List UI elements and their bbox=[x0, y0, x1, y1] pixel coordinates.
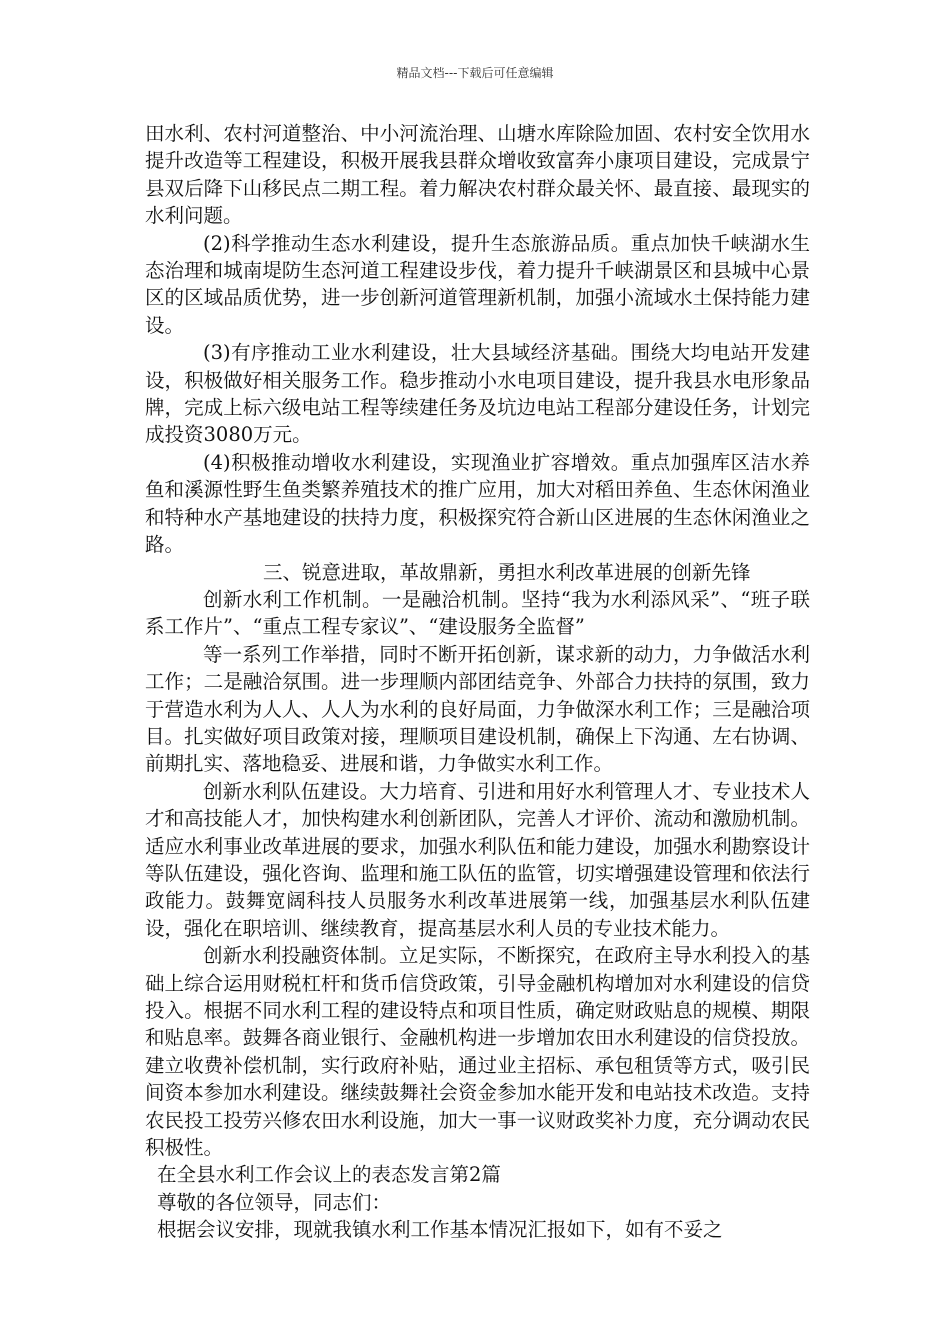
salutation: 尊敬的各位领导，同志们： bbox=[157, 1190, 392, 1214]
article-title: 在全县水利工作会议上的表态发言第2篇 bbox=[157, 1163, 501, 1187]
paragraph-6: 等一系列工作举措，同时不断开拓创新，谋求新的动力，力争做活水利工作；二是融洽氛围。进一步理顺内部团结竞争、外部合力扶持的氛围，致力于营造水利为人人、人人为水利的良好局面，力争做深水利工作；三是融洽项目。扎实做好项目政策对接，理顺项目建设机制，确保上下沟通、左右协调、前期扎实、落地稳妥、进展和谐，力争做实水利工作。 bbox=[145, 642, 810, 776]
paragraph-4: (4)积极推动增收水利建设，实现渔业扩容增效。重点加强库区洁水养鱼和溪源性野生鱼类繁养殖技术的推广应用，加大对稻田养鱼、生态休闲渔业和特种水产基地建设的扶持力度，积极探究符合新山区进展的生态休闲渔业之路。 bbox=[145, 450, 810, 557]
paragraph-2: (2)科学推动生态水利建设，提升生态旅游品质。重点加快千峡湖水生态治理和城南堤防生态河道工程建设步伐，着力提升千峡湖景区和县城中心景区的区域品质优势，进一步创新河道管理新机制，加强小流域水土保持能力建设。 bbox=[145, 231, 810, 337]
paragraph-8: 创新水利投融资体制。立足实际，不断探究，在政府主导水利投入的基础上综合运用财税杠杆和货币信贷政策，引导金融机构增加对水利建设的信贷投入。根据不同水利工程的建设特点和项目性质，确定财政贴息的规模、期限和贴息率。鼓舞各商业银行、金融机构进一步增加农田水利建设的信贷投放。建立收费补偿机制，实行政府补贴，通过业主招标、承包租赁等方式，吸引民间资本参加水利建设。继续鼓舞社会资金参加水能开发和电站技术改造。支持农民投工投劳兴修农田水利设施，加大一事一议财政奖补力度，充分调动农民积极性。 bbox=[145, 944, 810, 1160]
section-heading: 三、锐意进取，革故鼎新，勇担水利改革进展的创新先锋 bbox=[263, 560, 751, 584]
document-body bbox=[145, 120, 810, 1244]
page-header: 精品文档---下载后可任意编辑 bbox=[396, 66, 554, 80]
paragraph-7: 创新水利队伍建设。大力培育、引进和用好水利管理人才、专业技术人才和高技能人才，加快构建水利创新团队，完善人才评价、流动和激励机制。适应水利事业改革进展的要求，加强水利队伍和能力建设，加强水利勘察设计等队伍建设，强化咨询、监理和施工队伍的监管，切实增强建设管理和依法行政能力。鼓舞宽阔科技人员服务水利改革进展第一线，加强基层水利队伍建设，强化在职培训、继续教育，提高基层水利人员的专业技术能力。 bbox=[145, 779, 810, 940]
paragraph-9: 根据会议安排，现就我镇水利工作基本情况汇报如下，如有不妥之 bbox=[157, 1218, 723, 1242]
paragraph-3: (3)有序推动工业水利建设，壮大县域经济基础。围绕大均电站开发建设，积极做好相关服务工作。稳步推动小水电项目建设，提升我县水电形象品牌，完成上标六级电站工程等续建任务及坑边电站工程部分建设任务，计划完成投资3080万元。 bbox=[145, 341, 810, 447]
paragraph-1: 田水利、农村河道整治、中小河流治理、山塘水库除险加固、农村安全饮用水提升改造等工程建设，积极开展我县群众增收致富奔小康项目建设，完成景宁县双后降下山移民点二期工程。着力解决农村群众最关怀、最直接、最现实的水利问题。 bbox=[145, 122, 810, 228]
paragraph-5: 创新水利工作机制。一是融洽机制。坚持“我为水利添风采”、“班子联系工作片”、“重点工程专家议”、“建设服务全监督” bbox=[145, 587, 810, 639]
